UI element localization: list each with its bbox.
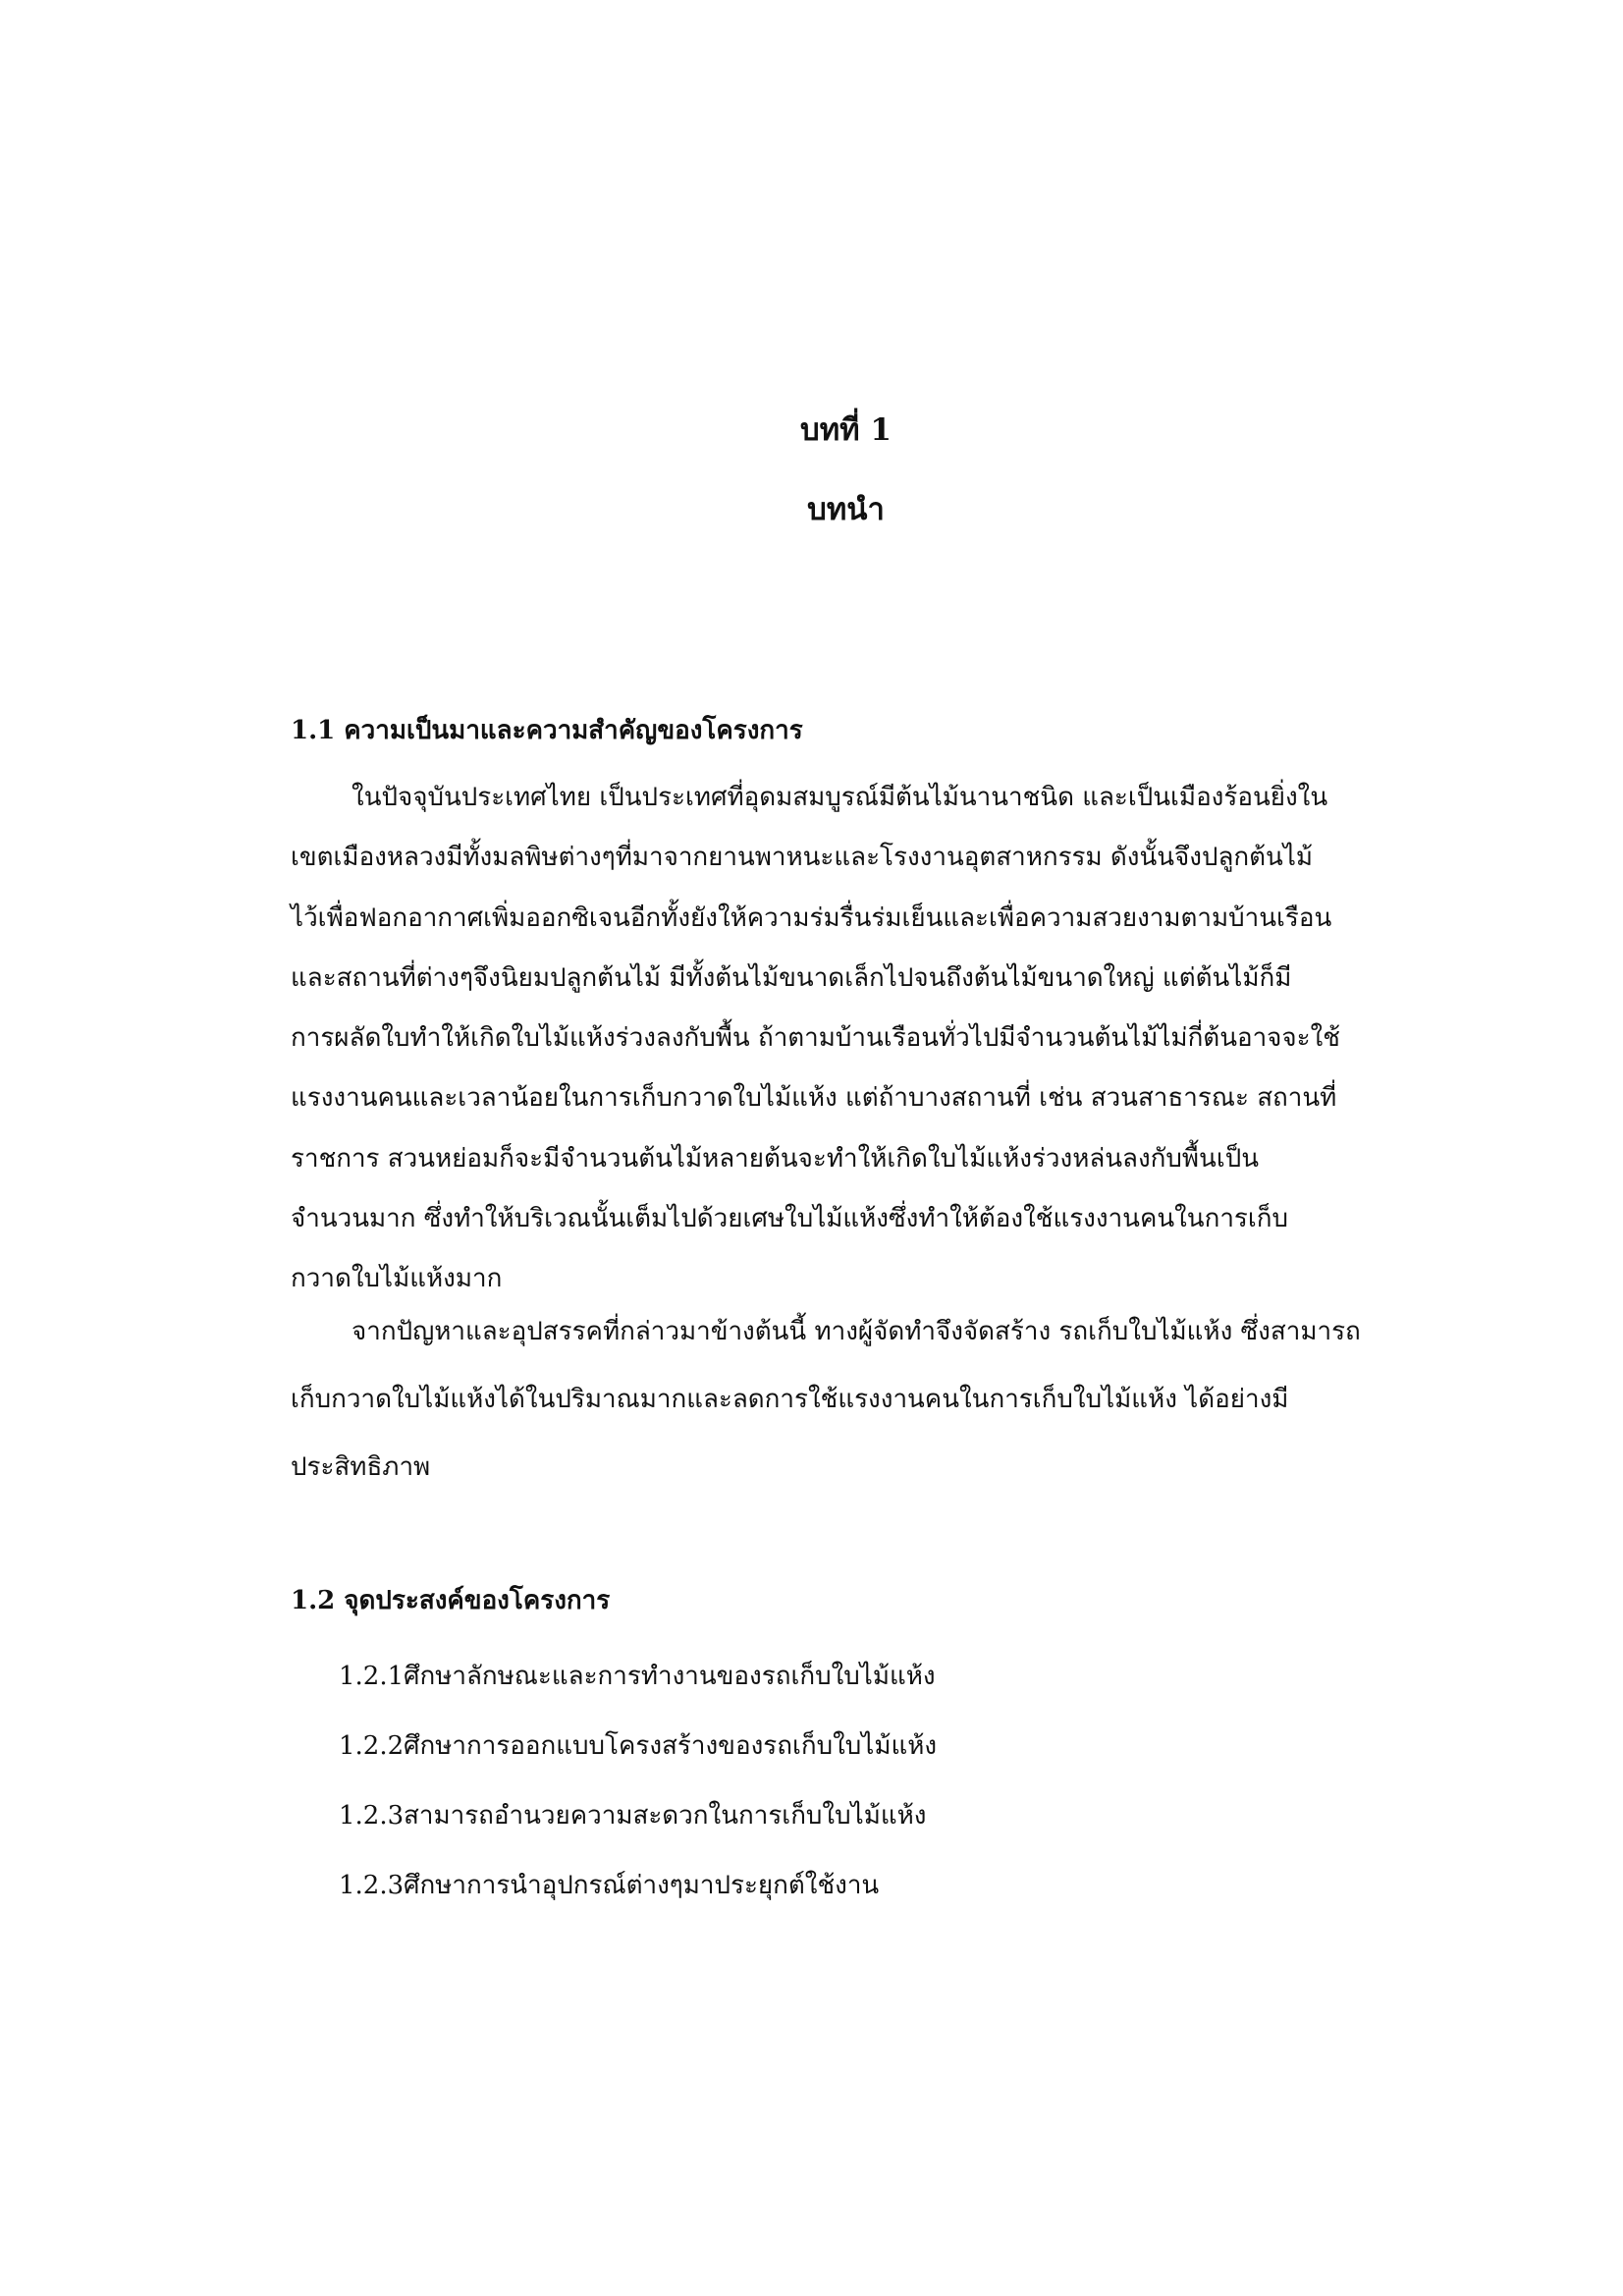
paragraph-line: การผลัดใบทำให้เกิดใบไม้แห้งร่วงลงกับพื้น ถ้าตามบ้านเรือนทั่วไปมีจำนวนต้นไม้ไม่กี่ต้นอาจจะใช้ [291,1023,1340,1054]
paragraph-line: จำนวนมาก ซึ่งทำให้บริเวณนั้นเต็มไปด้วยเศษใบไม้แห้งซึ่งทำให้ต้องใช้แรงงานคนในการเก็บ [291,1204,1289,1234]
objective-number: 1.2.2 [339,1731,405,1761]
objective-text: ศึกษาลักษณะและการทำงานของรถเก็บใบไม้แห้ง [404,1662,936,1691]
paragraph-line: จากปัญหาและอุปสรรคที่กล่าวมาข้างต้นนี้ ทางผู้จัดทำจึงจัดสร้าง รถเก็บใบไม้แห้ง ซึ่งสามารถ [352,1317,1361,1346]
paragraph-line: กวาดใบไม้แห้งมาก [291,1264,503,1294]
problem-paragraph [291,1298,1428,1502]
objective-text: สามารถอำนวยความสะดวกในการเก็บใบไม้แห้ง [404,1801,927,1831]
list-item [339,1781,937,1851]
chapter-title: บทนำ [807,492,885,527]
objective-number: 1.2.3 [339,1871,405,1900]
chapter-number: บทที่ 1 [800,412,892,448]
paragraph-line: ไว้เพื่อฟอกอากาศเพิ่มออกซิเจนอีกทั้งยังให้ความร่มรื่นร่มเย็นและเพื่อความสวยงามตามบ้านเรือน [291,902,1332,933]
paragraph-line: ประสิทธิภาพ [291,1452,431,1482]
paragraph-line: และสถานที่ต่างๆจึงนิยมปลูกต้นไม้ มีทั้งต้นไม้ขนาดเล็กไปจนถึงต้นไม้ขนาดใหญ่ แต่ต้นไม้ก็มี [291,962,1292,993]
background-paragraph [291,768,1428,1310]
objectives-list [339,1642,937,1921]
list-item [339,1712,937,1781]
paragraph-line: ในปัจจุบันประเทศไทย เป็นประเทศที่อุดมสมบูรณ์มีต้นไม้นานาชนิด และเป็นเมืองร้อนยิ่งใน [352,783,1328,812]
paragraph-line: เก็บกวาดใบไม้แห้งได้ในปริมาณมากและลดการใช้แรงงานคนในการเก็บใบไม้แห้ง ได้อย่างมี [291,1385,1289,1414]
section-heading-background: 1.1 ความเป็นมาและความสำคัญของโครงการ [291,716,803,745]
objective-text: ศึกษาการนำอุปกรณ์ต่างๆมาประยุกต์ใช้งาน [404,1871,880,1900]
objective-number: 1.2.1 [339,1662,405,1691]
paragraph-line: เขตเมืองหลวงมีทั้งมลพิษต่างๆที่มาจากยานพาหนะและโรงงานอุตสาหกรรม ดังนั้นจึงปลูกต้นไม้ [291,843,1314,873]
list-item [339,1642,937,1712]
objective-number: 1.2.3 [339,1801,405,1831]
paragraph-line: ราชการ สวนหย่อมก็จะมีจำนวนต้นไม้หลายต้นจะทำให้เกิดใบไม้แห้งร่วงหล่นลงกับพื้นเป็น [291,1143,1259,1174]
section-heading-objectives: 1.2 จุดประสงค์ของโครงการ [291,1586,611,1615]
objective-text: ศึกษาการออกแบบโครงสร้างของรถเก็บใบไม้แห้ง [404,1731,938,1761]
list-item [339,1851,937,1921]
paragraph-line: แรงงานคนและเวลาน้อยในการเก็บกวาดใบไม้แห้ง แต่ถ้าบางสถานที่ เช่น สวนสาธารณะ สถานที่ [291,1083,1337,1114]
